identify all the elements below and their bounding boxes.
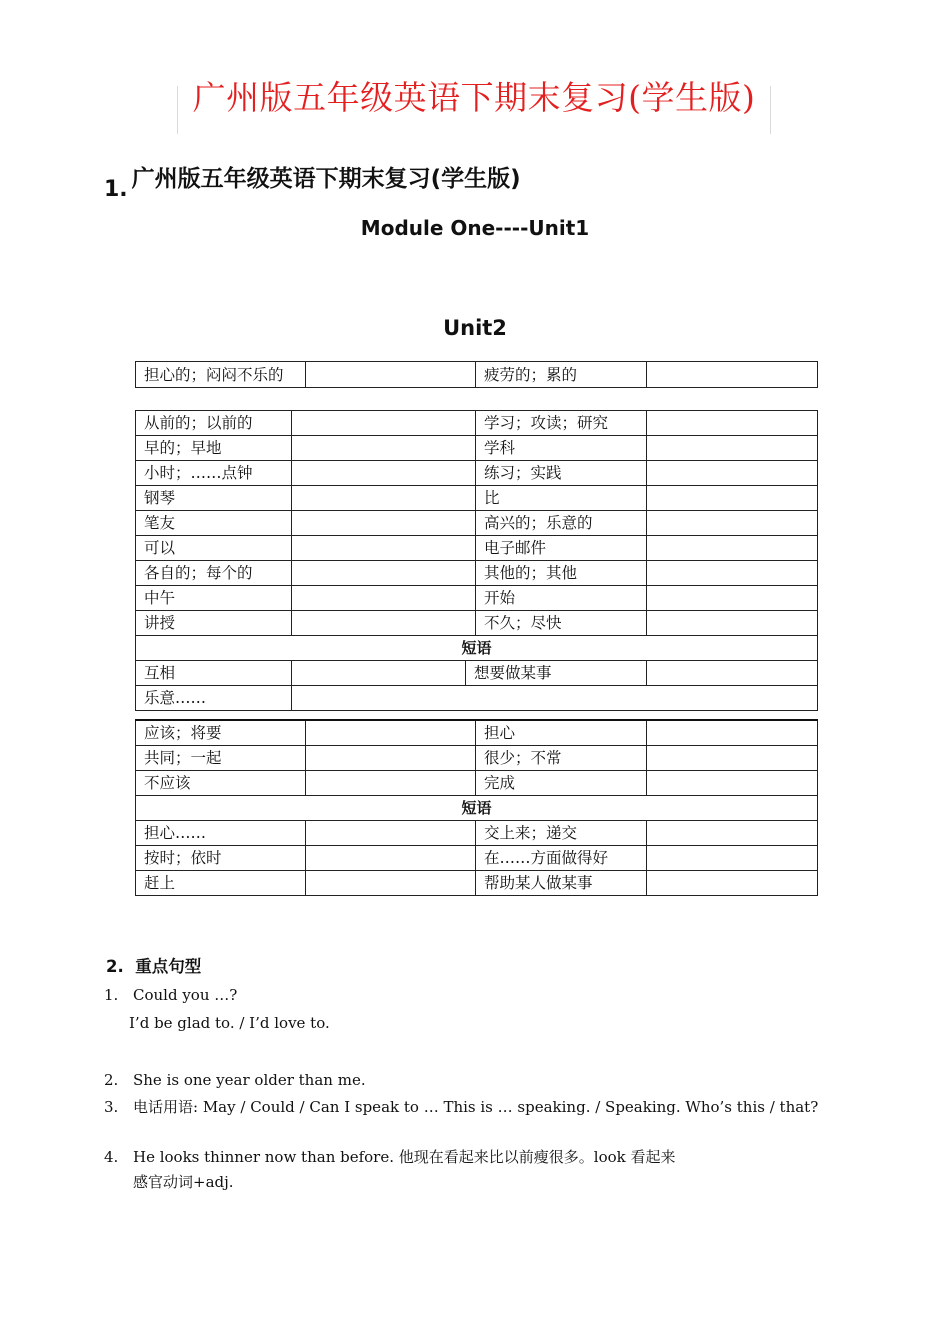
answer-cell[interactable]: [306, 871, 476, 896]
sentence-number: 1.: [104, 986, 119, 1004]
table-row: [136, 846, 818, 871]
sentence-2: She is one year older than me.: [133, 1071, 366, 1089]
table-cell: 学科: [476, 436, 647, 461]
title-right-border: [770, 86, 771, 134]
table-row: [136, 461, 818, 486]
table-row: [136, 686, 818, 711]
answer-cell[interactable]: [647, 871, 818, 896]
answer-cell[interactable]: [647, 720, 818, 746]
sentence-3: 电话用语: May / Could / Can I speak to … This is … speaking. / Speaking. Who’s this / that?: [133, 1098, 819, 1116]
vocab-table-main: [135, 410, 818, 711]
table-cell: 比: [476, 486, 647, 511]
answer-cell[interactable]: [292, 411, 476, 436]
table-row: [136, 511, 818, 536]
table-row: [136, 871, 818, 896]
vocab-table-top: [135, 361, 818, 388]
table-cell: 互相: [136, 661, 292, 686]
table-cell: 早的；早地: [136, 436, 292, 461]
table-row: [136, 536, 818, 561]
table-cell: 赶上: [136, 871, 306, 896]
table-cell: 共同；一起: [136, 746, 306, 771]
answer-cell[interactable]: [647, 436, 818, 461]
table-cell: 不应该: [136, 771, 306, 796]
answer-cell[interactable]: [647, 362, 818, 388]
table-cell: 交上来；递交: [476, 821, 647, 846]
answer-cell[interactable]: [647, 411, 818, 436]
answer-cell[interactable]: [647, 746, 818, 771]
answer-cell[interactable]: [647, 486, 818, 511]
table-cell: 乐意……: [136, 686, 292, 711]
title-left-border: [177, 86, 178, 134]
table-cell: 在……方面做得好: [476, 846, 647, 871]
answer-cell[interactable]: [647, 846, 818, 871]
answer-cell[interactable]: [647, 611, 818, 636]
table-cell: 练习；实践: [476, 461, 647, 486]
table-cell: 担心……: [136, 821, 306, 846]
phrase-header-row: [136, 796, 818, 821]
answer-cell[interactable]: [647, 461, 818, 486]
answer-cell[interactable]: [647, 511, 818, 536]
table-cell: 帮助某人做某事: [476, 871, 647, 896]
answer-cell[interactable]: [292, 686, 818, 711]
answer-cell[interactable]: [292, 611, 476, 636]
table-cell: 担心: [476, 720, 647, 746]
answer-cell[interactable]: [647, 821, 818, 846]
answer-cell[interactable]: [647, 661, 818, 686]
sentence-4-note: 感官动词+adj.: [133, 1173, 234, 1191]
table-cell: 按时；依时: [136, 846, 306, 871]
phrase-header-row: [136, 636, 818, 661]
table-cell: 高兴的；乐意的: [476, 511, 647, 536]
answer-cell[interactable]: [647, 536, 818, 561]
table-cell: 学习；攻读；研究: [476, 411, 647, 436]
answer-cell[interactable]: [292, 486, 476, 511]
answer-cell[interactable]: [292, 536, 476, 561]
sentence-1: Could you …?: [133, 986, 238, 1004]
table-row: [136, 720, 818, 746]
table-row: [136, 362, 818, 388]
unit2-title: Unit2: [443, 316, 507, 340]
answer-cell[interactable]: [292, 586, 476, 611]
answer-cell[interactable]: [306, 771, 476, 796]
table-cell: 想要做某事: [466, 661, 647, 686]
table-row: [136, 746, 818, 771]
table-cell: 讲授: [136, 611, 292, 636]
table-cell: 应该；将要: [136, 720, 306, 746]
phrase-header: 短语: [136, 636, 818, 661]
table-cell: 钢琴: [136, 486, 292, 511]
answer-cell[interactable]: [647, 561, 818, 586]
phrase-header: 短语: [136, 796, 818, 821]
table-cell: 不久；尽快: [476, 611, 647, 636]
answer-cell[interactable]: [647, 586, 818, 611]
table-row: [136, 771, 818, 796]
table-cell: 可以: [136, 536, 292, 561]
answer-cell[interactable]: [306, 846, 476, 871]
table-cell: 中午: [136, 586, 292, 611]
table-row: [136, 486, 818, 511]
answer-cell[interactable]: [292, 461, 476, 486]
table-cell: 疲劳的；累的: [476, 362, 647, 388]
section-1-title: 广州版五年级英语下期末复习(学生版): [131, 166, 521, 192]
section-2-number: 2.: [106, 957, 124, 976]
answer-cell[interactable]: [292, 511, 476, 536]
answer-cell[interactable]: [292, 661, 466, 686]
table-cell: 开始: [476, 586, 647, 611]
answer-cell[interactable]: [647, 771, 818, 796]
sentence-4: He looks thinner now than before. 他现在看起来比以前瘦很多。look 看起来: [133, 1148, 676, 1166]
table-cell: 各自的；每个的: [136, 561, 292, 586]
section-2-heading: [106, 953, 201, 977]
table-cell: 担心的；闷闷不乐的: [136, 362, 306, 388]
answer-cell[interactable]: [306, 746, 476, 771]
table-cell: 很少；不常: [476, 746, 647, 771]
table-cell: 笔友: [136, 511, 292, 536]
page-title: [175, 74, 773, 132]
table-row: [136, 661, 818, 686]
table-row: [136, 436, 818, 461]
answer-cell[interactable]: [292, 436, 476, 461]
table-cell: 完成: [476, 771, 647, 796]
sentence-1-answer: I’d be glad to. / I’d love to.: [129, 1014, 330, 1032]
answer-cell[interactable]: [306, 720, 476, 746]
table-row: [136, 586, 818, 611]
table-row: [136, 561, 818, 586]
table-cell: 其他的；其他: [476, 561, 647, 586]
sentence-number: 4.: [104, 1148, 119, 1166]
vocab-table-second: [135, 719, 818, 896]
table-cell: 从前的；以前的: [136, 411, 292, 436]
table-row: [136, 411, 818, 436]
answer-cell[interactable]: [292, 561, 476, 586]
table-row: [136, 611, 818, 636]
table-row: [136, 821, 818, 846]
section-2-title: 重点句型: [135, 957, 202, 976]
sentence-number: 2.: [104, 1071, 119, 1089]
page-title-text: 广州版五年级英语下期末复习(学生版): [192, 78, 756, 117]
section-1-number: 1.: [104, 177, 128, 202]
table-cell: 电子邮件: [476, 536, 647, 561]
answer-cell[interactable]: [306, 362, 476, 388]
module-title: Module One----Unit1: [360, 216, 590, 240]
table-cell: 小时；……点钟: [136, 461, 292, 486]
answer-cell[interactable]: [306, 821, 476, 846]
sentence-number: 3.: [104, 1098, 119, 1116]
section-1-heading: [104, 160, 521, 202]
